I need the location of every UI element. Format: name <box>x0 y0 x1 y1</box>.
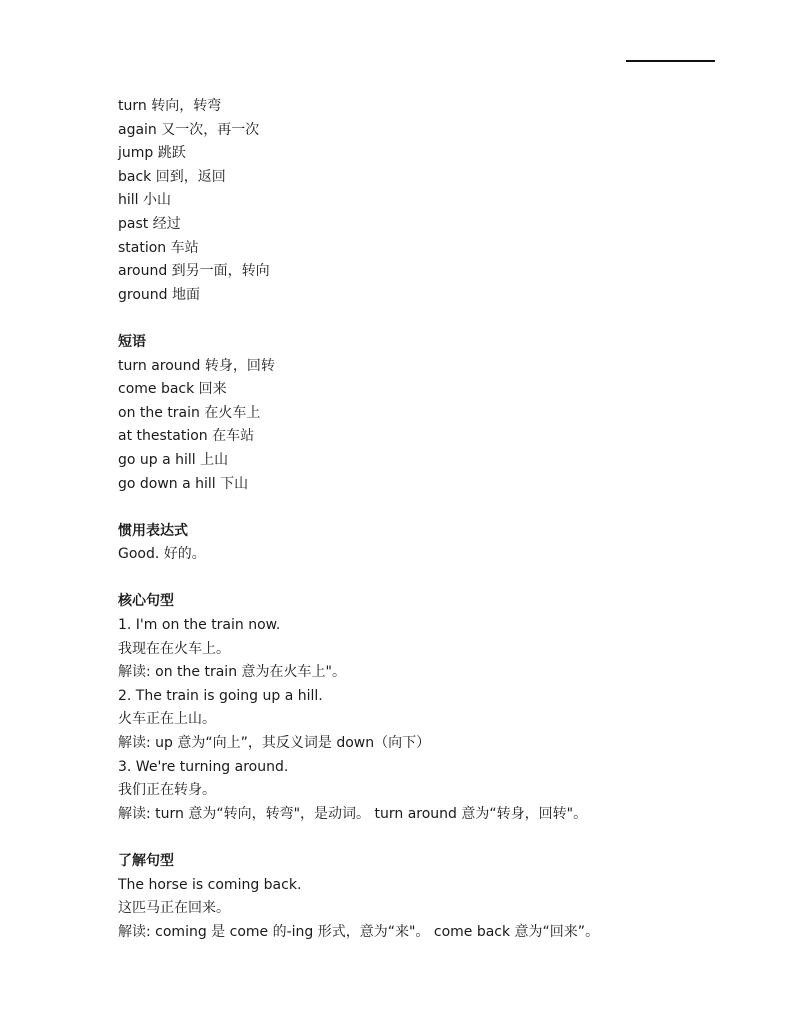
vocab-item: hill 小山 <box>118 192 171 209</box>
vocab-item: around 到另一面，转向 <box>118 263 270 280</box>
vocab-item: jump 跳跃 <box>118 145 186 162</box>
phrases-section <box>118 331 738 496</box>
sentence-line: 我们正在转身。 <box>118 782 216 799</box>
section-heading-phrases: 短语 <box>118 333 146 350</box>
phrase-item: on the train 在火车上 <box>118 404 261 421</box>
sentence-line: 3. We're turning around. <box>118 758 289 775</box>
section-gap <box>118 307 738 331</box>
section-gap <box>118 496 738 520</box>
sentence-line: 我现在在火车上。 <box>118 640 230 657</box>
vocab-item: again 又一次，再一次 <box>118 121 260 138</box>
phrase-item: go up a hill 上山 <box>118 451 229 468</box>
section-gap <box>118 567 738 591</box>
sentence-line: 1. I'm on the train now. <box>118 617 281 634</box>
vocab-item: ground 地面 <box>118 286 200 303</box>
section-gap <box>118 826 738 850</box>
document-body <box>118 95 738 944</box>
sentence-line: 火车正在上山。 <box>118 711 216 728</box>
expressions-section <box>118 520 738 567</box>
section-heading-expressions: 惯用表达式 <box>118 522 188 539</box>
sentence-line: 解读: on the train 意为在火车上"。 <box>118 664 346 681</box>
understand-sentences-section <box>118 850 738 944</box>
vocab-item: past 经过 <box>118 215 181 232</box>
vocabulary-section <box>118 95 738 307</box>
core-sentences-section <box>118 590 738 826</box>
sentence-line: 解读: turn 意为“转向，转弯"，是动词。 turn around 意为“转身，回转"。 <box>118 805 588 822</box>
sentence-line: The horse is coming back. <box>118 876 302 893</box>
section-heading-understand-sentences: 了解句型 <box>118 853 174 869</box>
phrase-item: go down a hill 下山 <box>118 475 249 492</box>
sentence-line: 这匹马正在回来。 <box>118 900 230 917</box>
phrase-item: at thestation 在车站 <box>118 428 255 445</box>
phrase-item: turn around 转身，回转 <box>118 357 275 374</box>
vocab-item: turn 转向，转弯 <box>118 98 222 114</box>
section-heading-core-sentences: 核心句型 <box>118 593 174 610</box>
sentence-line: 2. The train is going up a hill. <box>118 687 323 704</box>
vocab-item: station 车站 <box>118 239 199 256</box>
phrase-item: come back 回来 <box>118 381 227 398</box>
sentence-line: 解读: coming 是 come 的-ing 形式，意为“来"。 come back 意为“回来”。 <box>118 923 600 940</box>
expression-item: Good. 好的。 <box>118 546 206 563</box>
sentence-line: 解读: up 意为“向上”，其反义词是 down（向下） <box>118 735 431 752</box>
header-rule <box>626 60 715 62</box>
vocab-item: back 回到，返回 <box>118 168 226 185</box>
